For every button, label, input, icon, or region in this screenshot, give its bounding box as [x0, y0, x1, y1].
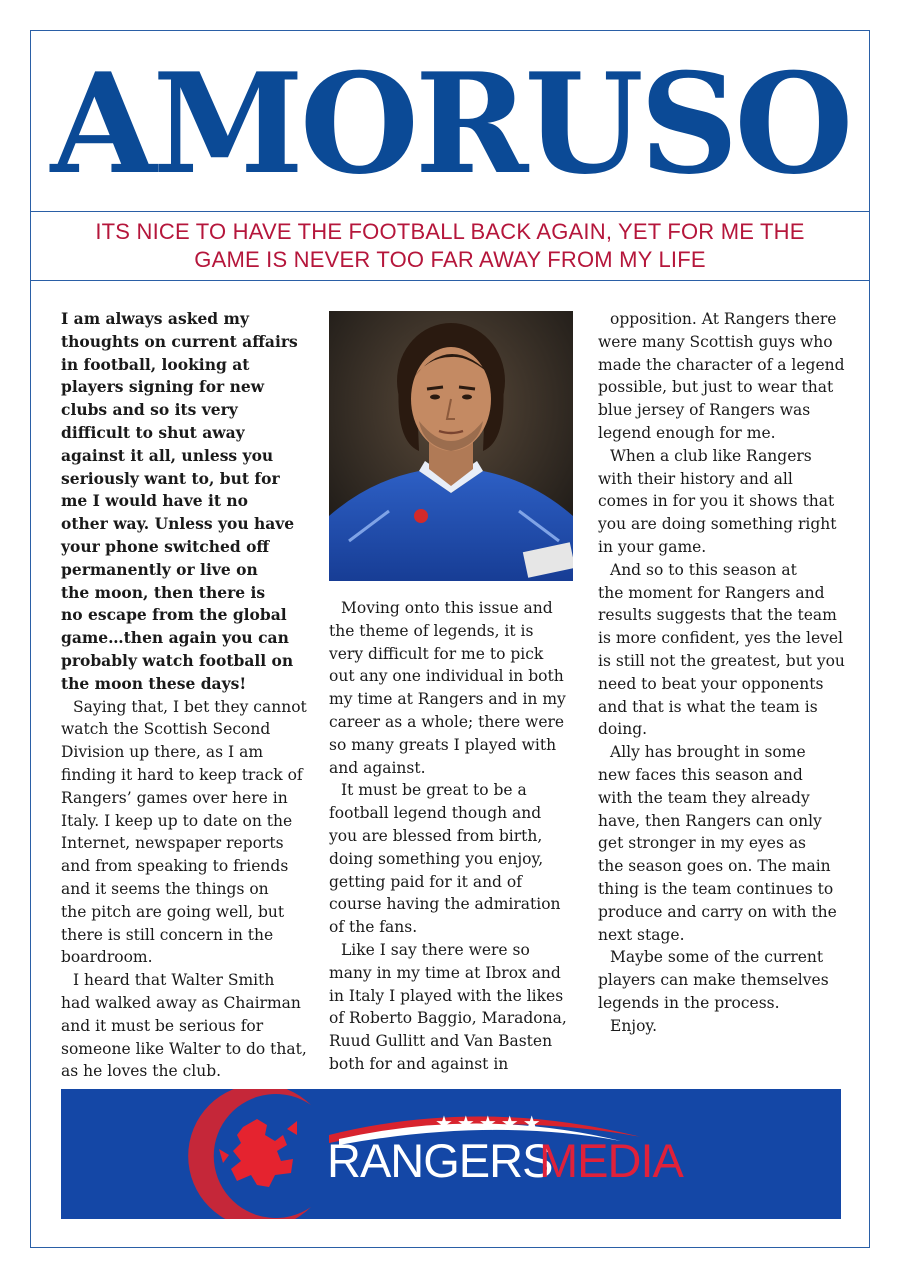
text-line: Division up there, as I am — [61, 743, 264, 762]
text-line: is still not the greatest, but you — [598, 651, 845, 670]
text-line: of the fans. — [329, 918, 418, 937]
text-line: many in my time at Ibrox and — [329, 963, 561, 982]
text-line: Maybe some of the current — [610, 948, 824, 967]
text-line: have, then Rangers can only — [598, 811, 822, 830]
col3-paragraph — [598, 445, 848, 559]
text-line: the moment for Rangers and — [598, 583, 825, 602]
text-line: Moving onto this issue and — [341, 599, 553, 617]
text-line: the season goes on. The main — [598, 857, 831, 876]
col3-paragraph — [598, 308, 848, 445]
text-line: were many Scottish guys who — [598, 332, 833, 351]
text-line: seriously want to, but for — [61, 468, 280, 488]
text-line: watch the Scottish Second — [61, 720, 271, 739]
text-line: finding it hard to keep track of — [61, 765, 303, 784]
text-line: difficult to shut away — [61, 422, 245, 442]
col3-paragraph — [598, 1015, 848, 1038]
text-line: probably watch football on — [61, 650, 294, 670]
text-line: I am always asked my — [61, 309, 249, 328]
text-line: the moon, then there is — [61, 582, 266, 602]
text-line: Enjoy. — [610, 1016, 658, 1035]
col3-paragraph — [598, 946, 848, 1014]
text-line: course having the admiration — [329, 895, 561, 914]
text-line: so many greats I played with — [329, 735, 557, 754]
player-photo — [329, 311, 573, 581]
page-title: AMORUSO — [50, 42, 850, 205]
text-line: against it all, unless you — [61, 445, 274, 465]
text-line: other way. Unless you have — [61, 514, 295, 534]
text-line: the moon these days! — [61, 673, 247, 693]
text-line: as he loves the club. — [61, 1062, 222, 1081]
text-line: results suggests that the team — [598, 606, 837, 625]
col3-paragraph — [598, 559, 848, 741]
text-line: out any one individual in both — [329, 667, 564, 686]
text-line: and from speaking to friends — [61, 857, 289, 876]
text-line: career as a whole; there were — [329, 712, 565, 731]
text-line: produce and carry on with the — [598, 902, 837, 921]
text-line: comes in for you it shows that — [598, 492, 835, 511]
col1-paragraph — [61, 969, 311, 1083]
text-line: permanently or live on — [61, 559, 258, 579]
text-line: the pitch are going well, but — [61, 902, 285, 921]
text-line: boardroom. — [61, 948, 153, 967]
text-line: game…then again you can — [61, 628, 289, 648]
article-column-3 — [598, 308, 848, 1038]
text-line: made the character of a legend — [598, 355, 845, 374]
text-line: Ruud Gullitt and Van Basten — [329, 1032, 553, 1051]
article-column-1 — [61, 308, 311, 1083]
standfirst — [31, 212, 869, 281]
col1-paragraph — [61, 696, 311, 970]
col3-paragraph — [598, 741, 848, 946]
text-line: Rangers’ games over here in — [61, 788, 288, 807]
col2-paragraph — [329, 939, 573, 1076]
brand-wordmark-rangers: RANGERS — [327, 1134, 553, 1187]
text-line: opposition. At Rangers there — [610, 310, 837, 328]
text-line: legend enough for me. — [598, 423, 776, 442]
text-line: of Roberto Baggio, Maradona, — [329, 1009, 567, 1028]
text-line: And so to this season at — [610, 560, 797, 579]
text-line: both for and against in — [329, 1054, 509, 1073]
text-line: and it seems the things on — [61, 879, 269, 898]
text-line: and it must be serious for — [61, 1016, 264, 1035]
text-line: players can make themselves — [598, 971, 829, 990]
col1-paragraph — [61, 308, 311, 696]
text-line: is more confident, yes the level — [598, 629, 844, 648]
article-column-2 — [329, 597, 573, 1076]
standfirst-line-2: GAME IS NEVER TOO FAR AWAY FROM MY LIFE — [194, 247, 706, 272]
text-line: in football, looking at — [61, 354, 250, 374]
text-line: thing is the team continues to — [598, 879, 834, 898]
text-line: Italy. I keep up to date on the — [61, 811, 293, 830]
text-line: no escape from the global — [61, 605, 287, 625]
text-line: When a club like Rangers — [610, 446, 812, 465]
text-line: your phone switched off — [61, 536, 270, 556]
text-line: get stronger in my eyes as — [598, 834, 807, 853]
text-line: me I would have it no — [61, 491, 249, 511]
text-line: the theme of legends, it is — [329, 621, 534, 640]
text-line: someone like Walter to do that, — [61, 1039, 307, 1058]
text-line: new faces this season and — [598, 765, 803, 784]
text-line: players signing for new — [61, 377, 265, 397]
brand-wordmark-media: MEDIA — [539, 1134, 683, 1187]
text-line: Saying that, I bet they cannot — [73, 697, 307, 716]
text-line: thoughts on current affairs — [61, 331, 298, 351]
text-line: in Italy I played with the likes — [329, 986, 564, 1005]
rangers-media-banner — [61, 1089, 841, 1219]
text-line: next stage. — [598, 925, 685, 944]
banner-stars: ★★★★★ — [435, 1111, 545, 1135]
text-line: football legend though and — [329, 804, 542, 823]
text-line: need to beat your opponents — [598, 674, 824, 693]
text-line: clubs and so its very — [61, 400, 238, 420]
text-line: doing something you enjoy, — [329, 849, 544, 868]
text-line: legends in the process. — [598, 993, 780, 1012]
player-portrait-image — [329, 311, 573, 581]
text-line: and that is what the team is — [598, 697, 818, 716]
col2-paragraph — [329, 779, 573, 939]
text-line: you are blessed from birth, — [329, 826, 543, 845]
text-line: you are doing something right — [598, 515, 837, 534]
text-line: with the team they already — [598, 788, 810, 807]
col2-paragraph — [329, 597, 573, 779]
text-line: Like I say there were so — [341, 940, 530, 959]
text-line: Internet, newspaper reports — [61, 834, 284, 853]
text-line: with their history and all — [598, 469, 793, 488]
standfirst-line-1: ITS NICE TO HAVE THE FOOTBALL BACK AGAIN, YET FOR ME THE — [95, 219, 805, 244]
text-line: possible, but just to wear that — [598, 378, 834, 397]
text-line: there is still concern in the — [61, 925, 274, 944]
text-line: in your game. — [598, 537, 707, 556]
masthead — [31, 31, 869, 212]
text-line: doing. — [598, 720, 648, 739]
text-line: blue jersey of Rangers was — [598, 401, 811, 420]
text-line: and against. — [329, 758, 426, 777]
text-line: had walked away as Chairman — [61, 993, 301, 1012]
text-line: getting paid for it and of — [329, 872, 522, 891]
text-line: very difficult for me to pick — [329, 644, 544, 663]
text-line: Ally has brought in some — [610, 743, 806, 762]
text-line: It must be great to be a — [341, 781, 527, 800]
text-line: I heard that Walter Smith — [73, 971, 275, 990]
text-line: my time at Rangers and in my — [329, 690, 566, 709]
